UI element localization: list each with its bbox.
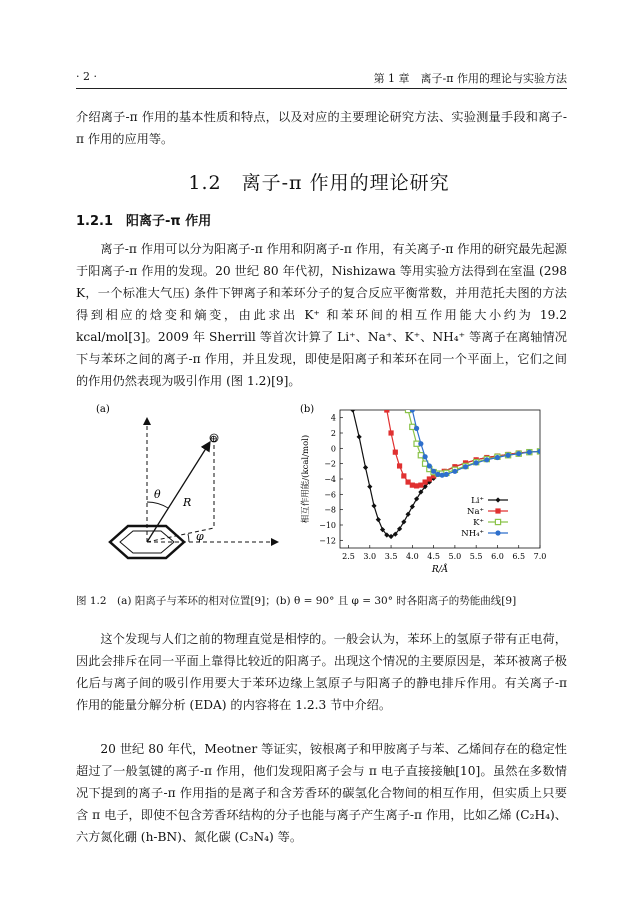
data-point-1 [388, 430, 393, 435]
data-point-1 [384, 407, 389, 412]
phi-label: φ [196, 530, 204, 543]
data-point-0 [367, 484, 372, 489]
x-tick-label: 6.5 [512, 552, 526, 561]
legend-marker [495, 519, 500, 524]
x-tick-label: 5.5 [469, 552, 483, 561]
paragraph-3: 20 世纪 80 年代，Meotner 等证实，铵根离子和甲胺离子与苯、乙烯间存在的稳定性超过了一般氢键的离子-π 作用，他们发现阳离子会与 π 电子直接接触[10]。虽然在多数情况下提到的离子-π 作用指的是离子和含芳香环的碳氢化合物间的相互作用，但实质上只要含 π 电子，即使不包含芳香环结构的分子也能与离子产生离子-π 作用，比如乙烯 (C₂H₄)、六方氮化硼 (h-BN)、氮化碳 (C₃N₄) 等。 [76, 742, 567, 844]
y-axis-label: 相互作用能/(kcal/mol) [301, 434, 311, 524]
subsection-title: 1.2.1 阳离子-π 作用 [76, 214, 212, 229]
phi-arc [188, 534, 189, 542]
panel-b-label: (b) [300, 404, 315, 415]
legend-marker [495, 497, 500, 502]
running-header: 第 1 章 离子-π 作用的理论与实验方法 [373, 72, 567, 85]
header-rule [76, 88, 567, 89]
data-point-3 [423, 454, 428, 459]
y-tick-label: −6 [324, 490, 336, 500]
data-point-1 [393, 450, 398, 455]
data-point-3 [444, 472, 449, 477]
data-point-3 [418, 441, 423, 446]
data-point-3 [427, 463, 432, 468]
x-tick-label: 4.0 [405, 552, 419, 561]
y-tick-label: −10 [319, 521, 336, 530]
data-point-0 [357, 434, 362, 439]
legend-label: NH₄⁺ [461, 529, 484, 539]
x-tick-label: 3.0 [363, 552, 377, 561]
y-tick-label: −2 [324, 459, 336, 469]
data-point-3 [431, 469, 436, 474]
intro-paragraph: 介绍离子-π 作用的基本性质和特点，以及对应的主要理论研究方法、实验测量手段和离子-π 作用的应用等。 [76, 110, 567, 146]
section-title: 1.2 离子-π 作用的理论研究 [188, 172, 450, 194]
x-tick-label: 6.0 [491, 552, 504, 561]
data-point-3 [410, 407, 415, 412]
data-point-0 [363, 465, 368, 470]
paragraph-2: 这个发现与人们之前的物理直觉是相悖的。一般会认为，苯环上的氢原子带有正电荷，因此会排斥在同一平面上靠得比较近的阳离子。出现这个情况的主要原因是，苯环被离子极化后与离子间的吸引作用要大于苯环边缘上氢原子与阳离子的静电排斥作用。有关离子-π 作用的能量分解分析 (EDA) 的内容将在 1.2.3 节中介绍。 [76, 632, 567, 712]
y-tick-label: 2 [330, 429, 336, 438]
legend-label: Li⁺ [471, 496, 484, 506]
y-tick-label: −8 [324, 505, 336, 515]
x-tick-label: 4.5 [427, 552, 440, 561]
x-tick-label: 5.0 [448, 552, 462, 561]
series-line-1 [387, 410, 540, 486]
data-point-3 [537, 449, 542, 454]
data-point-3 [527, 450, 532, 455]
figure-panel-b-chart [292, 398, 552, 584]
x-axis-label: R/Å [431, 565, 449, 575]
data-point-0 [410, 504, 415, 509]
series-group [350, 407, 542, 539]
data-point-3 [516, 451, 521, 456]
data-point-0 [371, 503, 376, 508]
x-tick-label: 7.0 [533, 552, 547, 561]
data-point-3 [474, 460, 479, 465]
data-point-1 [397, 463, 402, 468]
x-tick-label: 2.5 [342, 552, 355, 561]
y-tick-label: −4 [324, 475, 336, 484]
theta-arc [147, 502, 168, 508]
paragraph-1: 离子-π 作用可以分为阳离子-π 作用和阴离子-π 作用，有关离子-π 作用的研究最先起源于阳离子-π 作用的发现。20 世纪 80 年代初，Nishizawa 等用实验方法得到在室温 (298 K，一个标准大气压) 条件下钾离子和苯环分子的复合反应平衡常数，并用范托夫图的方法得到相应的焓变和熵变，由此求出 K⁺ 和苯环间的相互作用能大小约为 19.2 kcal/mol[3]。2009 年 Sherrill 等首次计算了 Li⁺、Na⁺、K⁺、NH₄⁺ 等离子在离轴情况下与苯环之间的离子-π 作用，并且发现，即使是阳离子和苯环在同一个平面上，它们之间的作用仍然表现为吸引作用 (图 1.2)[9]。 [76, 242, 567, 388]
data-point-3 [452, 469, 457, 474]
figure-caption: 图 1.2 (a) 阳离子与苯环的相对位置[9]；(b) θ = 90° 且 φ = 30° 时各阳离子的势能曲线[9] [76, 595, 517, 607]
y-tick-label: −12 [319, 536, 336, 546]
legend-marker [495, 530, 500, 535]
figure-panel-a [90, 398, 290, 578]
data-point-0 [350, 407, 355, 412]
legend-label: K⁺ [473, 518, 484, 528]
data-point-3 [495, 455, 500, 460]
theta-label: θ [154, 488, 161, 501]
page-number: · 2 · [76, 70, 97, 83]
plot-frame [340, 410, 540, 548]
data-point-3 [484, 457, 489, 462]
r-label: R [183, 496, 192, 509]
data-point-0 [388, 534, 393, 539]
data-point-0 [376, 517, 381, 522]
y-tick-label: 0 [330, 444, 336, 454]
legend-marker [495, 508, 500, 513]
data-point-1 [401, 473, 406, 478]
data-point-3 [414, 426, 419, 431]
x-tick-label: 3.5 [384, 552, 398, 561]
data-point-3 [505, 453, 510, 458]
y-tick-label: 4 [330, 413, 336, 423]
data-point-0 [405, 512, 410, 517]
data-point-3 [463, 464, 468, 469]
legend-label: Na⁺ [467, 507, 484, 517]
ion-symbol: ⊕ [209, 434, 218, 445]
panel-a-label: (a) [96, 404, 110, 415]
